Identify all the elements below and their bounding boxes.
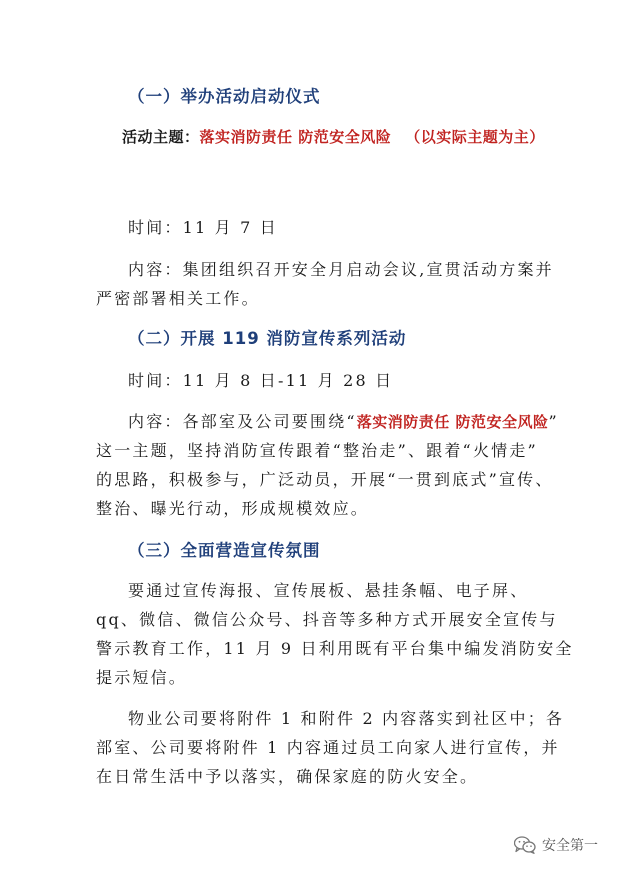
section3-heading: （三）全面营造宣传氛围 [128,541,321,560]
section3-p1-line2: qq、微信、微信公众号、抖音等多种方式开展安全宣传与 [96,610,558,629]
section2-content-line1 [128,409,559,432]
section3-p2-line2: 部室、公司要将附件 1 内容通过员工向家人进行宣传，并 [96,738,560,757]
section1-content-line2: 严密部署相关工作。 [96,289,260,308]
watermark [514,835,598,855]
section3-p1-line1: 要通过宣传海报、宣传展板、悬挂条幅、电子屏、 [128,581,529,600]
theme-text: 落实消防责任 防范安全风险 [199,128,392,146]
section2-content-suffix: ” [548,412,559,431]
section1-content-line1: 内容：集团组织召开安全月启动会议,宣贯活动方案并 [128,260,554,279]
section3-p2-line1: 物业公司要将附件 1 和附件 2 内容落实到社区中；各 [128,709,565,728]
watermark-text: 安全第一 [542,838,598,854]
theme-note: （以实际主题为主） [405,128,545,146]
section2-content-prefix: 内容：各部室及公司要围绕“ [128,412,357,431]
section1-heading: （一）举办活动启动仪式 [128,87,321,106]
section3-p2-line3: 在日常生活中予以落实，确保家庭的防火安全。 [96,767,479,786]
section2-content-line2: 这一主题，坚持消防宣传跟着“整治走”、跟着“火情走” [96,441,538,460]
theme-label: 活动主题： [122,128,200,146]
section2-content-line4: 整治、曝光行动，形成规模效应。 [96,499,370,518]
section2-time: 时间：11 月 8 日-11 月 28 日 [128,371,394,390]
section1-time: 时间：11 月 7 日 [128,218,278,237]
activity-theme-line [122,126,545,147]
section3-p1-line3: 警示教育工作，11 月 9 日利用既有平台集中编发消防安全 [96,639,574,658]
section2-content-theme: 落实消防责任 防范安全风险 [356,413,549,431]
section2-content-line3: 的思路，积极参与，广泛动员，开展“一贯到底式”宣传、 [96,470,554,489]
section2-heading: （二）开展 119 消防宣传系列活动 [128,329,407,348]
section3-p1-line4: 提示短信。 [96,668,188,687]
wechat-icon [514,836,536,854]
